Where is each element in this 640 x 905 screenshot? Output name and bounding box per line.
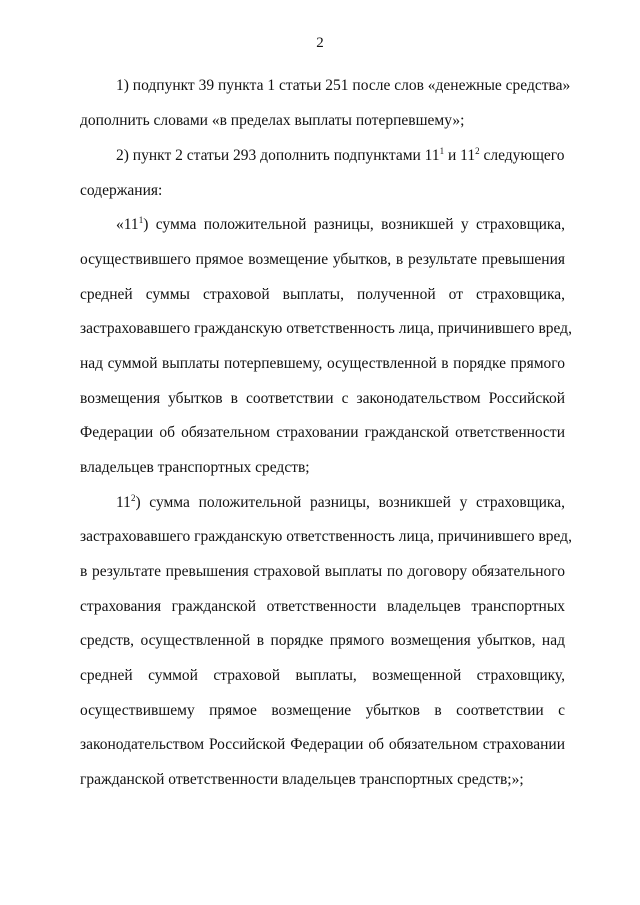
paragraph-4-line-1 xyxy=(116,493,565,513)
page-number: 2 xyxy=(316,35,324,51)
paragraph-4-line-7: осуществившему прямое возмещение убытков в соответствии с xyxy=(80,702,565,719)
paragraph-3-line-1 xyxy=(116,215,565,235)
paragraph-3-line-8: владельцев транспортных средств; xyxy=(80,459,310,476)
subpoint-11-2-label: 11 xyxy=(116,494,131,511)
superscript-2: 2 xyxy=(475,146,480,156)
superscript-2: 2 xyxy=(130,493,136,503)
paragraph-2-text-a: 2) пункт 2 статьи 293 дополнить подпунктами 11 xyxy=(116,147,440,164)
paragraph-3-line-7: Федерации об обязательном страховании гражданской ответственности xyxy=(80,424,565,441)
paragraph-4-line-6: средней суммой страховой выплаты, возмещенной страховщику, xyxy=(80,667,565,684)
paragraph-2-text-b: и 11 xyxy=(444,147,476,164)
paragraph-4-line-8: законодательством Российской Федерации об обязательном страховании xyxy=(80,736,565,753)
superscript-1: 1 xyxy=(439,146,445,156)
paragraph-3-line-6: возмещения убытков в соответствии с законодательством Российской xyxy=(80,390,565,407)
paragraph-3-line-2: осуществившего прямое возмещение убытков, в результате превышения xyxy=(80,251,565,268)
paragraph-4-line-9: гражданской ответственности владельцев транспортных средств;»; xyxy=(80,771,524,788)
paragraph-3-line-4: застраховавшего гражданскую ответственность лица, причинившего вред, xyxy=(80,320,572,337)
paragraph-4-line-4: страхования гражданской ответственности владельцев транспортных xyxy=(80,598,565,615)
superscript-1: 1 xyxy=(138,215,144,225)
paragraph-3-line-3: средней суммы страховой выплаты, полученной от страховщика, xyxy=(80,286,565,303)
paragraph-4-text: ) сумма положительной разницы, возникшей у страховщика, xyxy=(135,494,565,511)
paragraph-3-text: ) сумма положительной разницы, возникшей у страховщика, xyxy=(143,216,565,233)
paragraph-3-line-5: над суммой выплаты потерпевшему, осуществленной в порядке прямого xyxy=(80,355,565,372)
paragraph-4-line-3: в результате превышения страховой выплаты по договору обязательного xyxy=(80,563,565,580)
subpoint-11-1-label: «11 xyxy=(116,216,139,233)
paragraph-2-line-1 xyxy=(116,146,565,166)
paragraph-1-line-2: дополнить словами «в пределах выплаты потерпевшему»; xyxy=(80,112,465,129)
paragraph-1-line-1: 1) подпункт 39 пункта 1 статьи 251 после слов «денежные средства» xyxy=(116,77,571,94)
paragraph-4-line-5: средств, осуществленной в порядке прямого возмещения убытков, над xyxy=(80,632,565,649)
paragraph-2-text-c: следующего xyxy=(479,147,565,164)
paragraph-2-line-2: содержания: xyxy=(80,182,163,199)
paragraph-4-line-2: застраховавшего гражданскую ответственность лица, причинившего вред, xyxy=(80,528,572,545)
